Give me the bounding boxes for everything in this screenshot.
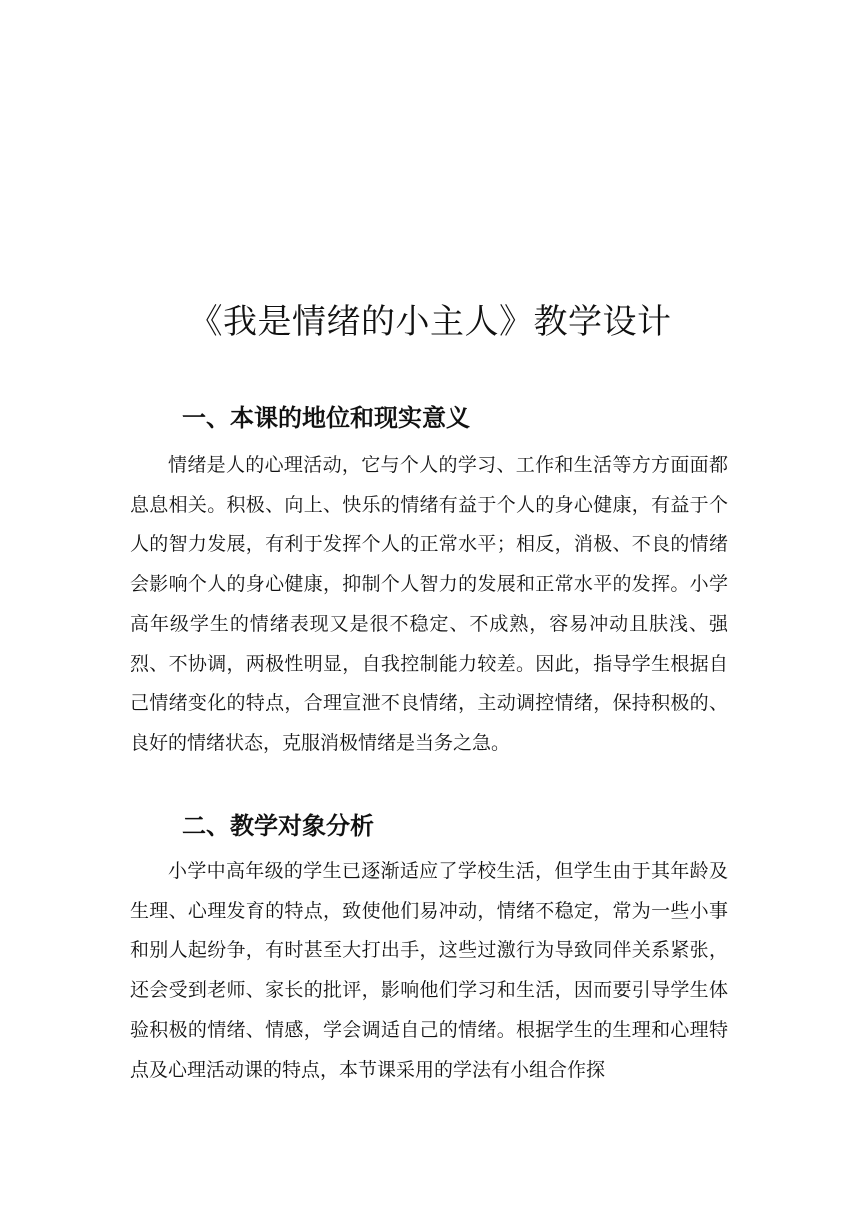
- section-paragraph-student-analysis: 小学中高年级的学生已逐渐适应了学校生活，但学生由于其年龄及生理、心理发育的特点，致使他们易冲动，情绪不稳定，常为一些小事和别人起纷争，有时甚至大打出手，这些过激行为导致同伴关系紧张，还会受到老师、家长的批评，影响他们学习和生活，因而要引导学生体验积极的情绪、情感，学会调适自己的情绪。根据学生的生理和心理特点及心理活动课的特点，本节课采用的学法有小组合作探: [130, 860, 728, 1081]
- section-paragraph-significance: 情绪是人的心理活动，它与个人的学习、工作和生活等方方面面都息息相关。积极、向上、快乐的情绪有益于个人的身心健康，有益于个人的智力发展，有利于发挥个人的正常水平；相反，消极、不良的情绪会影响个人的身心健康，抑制个人智力的发展和正常水平的发挥。小学高年级学生的情绪表现又是很不稳定、不成熟，容易冲动且肤浅、强烈、不协调，两极性明显，自我控制能力较差。因此，指导学生根据自己情绪变化的特点，合理宣泄不良情绪，主动调控情绪，保持积极的、良好的情绪状态，克服消极情绪是当务之急。: [130, 454, 728, 754]
- section-heading-significance: 一、本课的地位和现实意义: [182, 404, 470, 432]
- section-heading-student-analysis: 二、教学对象分析: [182, 812, 374, 840]
- document-title: 《我是情绪的小主人》教学设计: [188, 302, 672, 342]
